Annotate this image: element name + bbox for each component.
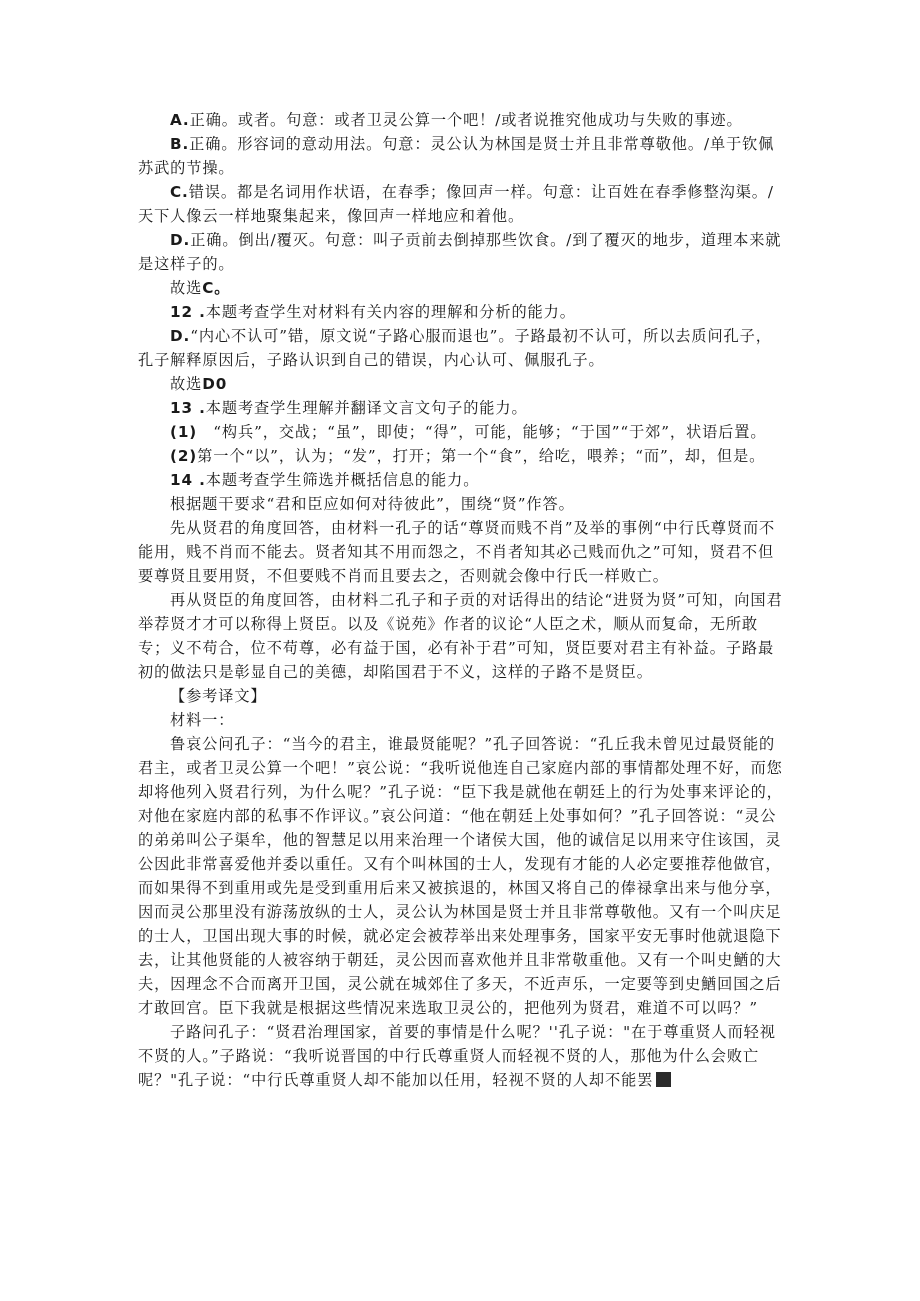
paragraph-ans-12 <box>138 372 786 396</box>
item-label: D. <box>170 231 191 249</box>
paragraph-p3 <box>138 588 786 684</box>
paragraph-p2 <box>138 516 786 588</box>
paragraph-text: 本题考查学生对材料有关内容的理解和分析的能力。 <box>205 303 576 321</box>
item-label: D. <box>170 327 191 345</box>
paragraph-text: “构兵”，交战；“虽”，即使；“得”，可能，能够；“于国”“于郊”，状语后置。 <box>197 423 767 441</box>
answer-letter: C。 <box>202 279 231 297</box>
answer-explanation-text <box>138 108 786 1092</box>
paragraph-text: 第一个“以”，认为；“发”，打开；第一个“食”，给吃，喂养；“而”，却，但是。 <box>197 447 766 465</box>
item-label: (1) <box>170 423 198 441</box>
paragraph-q13-1 <box>138 420 786 444</box>
paragraph-text: 再从贤臣的角度回答，由材料二孔子和子贡的对话得出的结论“进贤为贤”可知，向国君举荐贤才才可以称得上贤臣。以及《说苑》作者的议论“人臣之术，顺从而复命，无所敢专；义不苟合，位不苟尊，必有益于国，必有补于君”可知，贤臣要对君主有补益。子路最初的做法只是彰显自己的美德，却陷国君于不义，这样的子路不是贤臣。 <box>138 591 783 681</box>
item-label: 12 . <box>170 303 206 321</box>
paragraph-text: 本题考查学生理解并翻译文言文句子的能力。 <box>205 399 528 417</box>
paragraph-q13-2 <box>138 444 786 468</box>
paragraph-text: 错误。都是名词用作状语，在春季；像回声一样。句意：让百姓在春季修整沟渠。/天下人像云一样地聚集起来，像回声一样地应和着他。 <box>138 183 774 225</box>
paragraph-text: 材料一： <box>170 711 235 729</box>
item-label: 13 . <box>170 399 206 417</box>
paragraph-text: 故选 <box>170 375 203 393</box>
paragraph-c-lead <box>138 180 786 228</box>
paragraph-text: 先从贤君的角度回答，由材料一孔子的话“尊贤而贱不肖”及举的事例“中行氏尊贤而不能用，贱不肖而不能去。贤者知其不用而怨之，不肖者知其必己贱而仇之”可知，贤君不但要尊贤且要用贤，不但要贱不肖而且要去之，否则就会像中行氏一样败亡。 <box>138 519 776 585</box>
paragraph-text: 正确。或者。句意：或者卫灵公算一个吧！/或者说推究他成功与失败的事迹。 <box>189 111 743 129</box>
paragraph-text: 正确。形容词的意动用法。句意：灵公认为林国是贤士并且非常尊敬他。/单于钦佩苏武的节操。 <box>138 135 775 177</box>
cutoff-block-glyph <box>656 1072 671 1087</box>
paragraph-q12-d <box>138 324 786 372</box>
item-label: 14 . <box>170 471 206 489</box>
item-label: A. <box>170 111 190 129</box>
paragraph-text: 正确。倒出/覆灭。句意：叫子贡前去倒掉那些饮食。/到了覆灭的地步，道理本来就是这样子的。 <box>138 231 782 273</box>
paragraph-q14 <box>138 468 786 492</box>
paragraph-text: “内心不认可”错，原文说“子路心服而退也”。子路最初不认可，所以去质问孔子，孔子解释原因后，子路认识到自己的错误，内心认可、佩服孔子。 <box>138 327 772 369</box>
paragraph-p1 <box>138 492 786 516</box>
item-label: (2) <box>170 447 198 465</box>
answer-letter: D0 <box>202 375 228 393</box>
paragraph-q13 <box>138 396 786 420</box>
paragraph-b-lead <box>138 132 786 180</box>
paragraph-tr2 <box>138 1020 786 1092</box>
paragraph-text: 故选 <box>170 279 203 297</box>
item-label: C. <box>170 183 189 201</box>
paragraph-d-lead <box>138 228 786 276</box>
paragraph-q12 <box>138 300 786 324</box>
paragraph-a-lead <box>138 108 786 132</box>
paragraph-text: 【参考译文】 <box>170 687 267 705</box>
paragraph-text: 鲁哀公问孔子：“当今的君主，谁最贤能呢？”孔子回答说：“孔丘我未曾见过最贤能的君主，或者卫灵公算一个吧！”哀公说：“我听说他连自己家庭内部的事情都处理不好，而您却将他列入贤君行列，为什么呢？”孔子说：“臣下我是就他在朝廷上的行为处事来评论的，对他在家庭内部的私事不作评议。”哀公问道：“他在朝廷上处事如何？”孔子回答说：“灵公的弟弟叫公子渠牟，他的智慧足以用来治理一个诸侯大国，他的诚信足以用来守住该国，灵公因此非常喜爱他并委以重任。又有个叫林国的士人，发现有才能的人必定要推荐他做官，而如果得不到重用或先是受到重用后来又被摈退的，林国又将自己的俸禄拿出来与他分享，因而灵公那里没有游荡放纵的士人，灵公认为林国是贤士并且非常尊敬他。又有一个叫庆足的士人，卫国出现大事的时候，就必定会被荐举出来处理事务，国家平安无事时他就退隐下去，让其他贤能的人被容纳于朝廷，灵公因而喜欢他并且非常敬重他。又有一个叫史鰌的大夫，因理念不合而离开卫国，灵公就在城郊住了多天，不近声乐，一定要等到史鰌回国之后才敢回宫。臣下我就是根据这些情况来选取卫灵公的，把他列为贤君，难道不可以吗？” <box>138 735 783 1017</box>
paragraph-mat1 <box>138 708 786 732</box>
paragraph-tr1 <box>138 732 786 1020</box>
paragraph-text: 本题考查学生筛选并概括信息的能力。 <box>205 471 480 489</box>
paragraph-ref-title <box>138 684 786 708</box>
paragraph-ans-11 <box>138 276 786 300</box>
paragraph-text: 根据题干要求“君和臣应如何对待彼此”，围绕“贤”作答。 <box>170 495 575 513</box>
item-label: B. <box>170 135 190 153</box>
paragraph-text: 子路问孔子：“贤君治理国家，首要的事情是什么呢？''孔子说："在于尊重贤人而轻视不贤的人。”子路说：“我听说晋国的中行氏尊重贤人而轻视不贤的人，那他为什么会败亡呢？"孔子说：“中行氏尊重贤人却不能加以任用，轻视不贤的人却不能罢 <box>138 1023 776 1089</box>
